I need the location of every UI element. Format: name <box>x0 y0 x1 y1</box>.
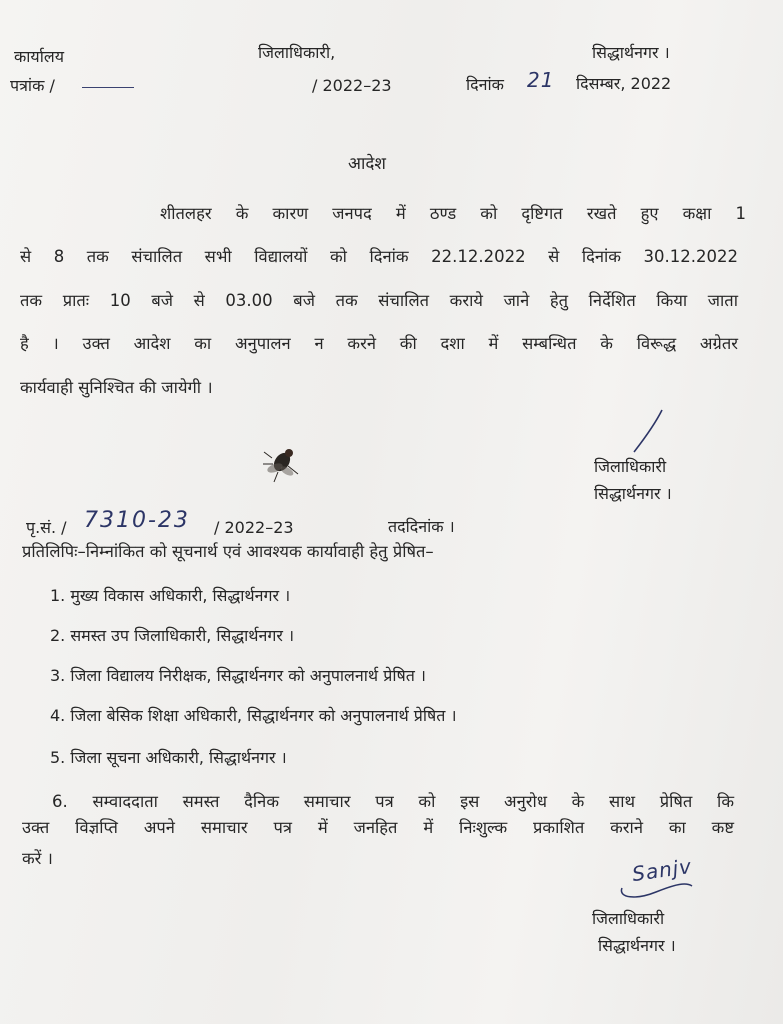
signature-2-district: सिद्धार्थनगर । <box>598 936 676 955</box>
list-item: 5. जिला सूचना अधिकारी, सिद्धार्थनगर । <box>50 748 287 767</box>
order-line-1: शीतलहर के कारण जनपद में ठण्ड को दृष्टिगत रखते हुए कक्षा 1 <box>160 204 746 223</box>
order-line-4: है । उक्त आदेश का अनुपालन न करने की दशा में सम्बन्धित के विरूद्ध अग्रेतर <box>20 334 738 353</box>
signature-stroke-1 <box>628 408 668 456</box>
list-item-6-line-3: करें । <box>22 849 53 868</box>
signature-2-designation: जिलाधिकारी <box>592 909 665 928</box>
list-item: 3. जिला विद्यालय निरीक्षक, सिद्धार्थनगर को अनुपालनार्थ प्रेषित । <box>50 666 426 685</box>
date-label: दिनांक <box>466 75 504 94</box>
copy-intro: प्रतिलिपिः–निम्नांकित को सूचनार्थ एवं आवश्यक कार्यावाही हेतु प्रेषित– <box>22 542 434 561</box>
signature-2-flourish <box>616 868 696 902</box>
order-line-5: कार्यवाही सुनिश्चित की जायेगी । <box>20 378 213 397</box>
header-district: सिद्धार्थनगर । <box>592 43 670 62</box>
order-line-2: से 8 तक संचालित सभी विद्यालयों को दिनांक 22.12.2022 से दिनांक 30.12.2022 <box>20 247 738 266</box>
letter-number-label: पत्रांक / <box>10 76 55 95</box>
fly-icon <box>258 440 304 486</box>
list-item: 2. समस्त उप जिलाधिकारी, सिद्धार्थनगर । <box>50 626 295 645</box>
signature-1-district: सिद्धार्थनगर । <box>594 484 672 503</box>
copy-ref-session: / 2022–23 <box>214 518 294 537</box>
list-item: 1. मुख्य विकास अधिकारी, सिद्धार्थनगर । <box>50 586 291 605</box>
date-month-year: दिसम्बर, 2022 <box>576 74 672 93</box>
office-name: जिलाधिकारी, <box>258 43 336 62</box>
letter-number-blank <box>82 87 134 88</box>
copy-ref-number-handwritten: 7310-23 <box>84 508 190 533</box>
order-line-3: तक प्रातः 10 बजे से 03.00 बजे तक संचालित कराये जाने हेतु निर्देशित किया जाता <box>20 291 738 310</box>
list-item: 4. जिला बेसिक शिक्षा अधिकारी, सिद्धार्थनगर को अनुपालनार्थ प्रेषित । <box>50 706 457 725</box>
signature-1-designation: जिलाधिकारी <box>594 457 667 476</box>
signature-2-handwritten: Sanjv <box>630 853 694 887</box>
copy-ref-label: पृ.सं. / <box>26 518 67 537</box>
copy-same-date: तददिनांक । <box>388 517 455 536</box>
list-item-6-line-2: उक्त विज्ञप्ति अपने समाचार पत्र में जनहित में निःशुल्क प्रकाशित कराने का कष्ट <box>22 818 734 837</box>
date-day-handwritten: 21 <box>527 68 555 92</box>
order-title: आदेश <box>348 154 386 174</box>
office-label: कार्यालय <box>14 47 64 66</box>
list-item-6-line-1: 6. सम्वाददाता समस्त दैनिक समाचार पत्र को इस अनुरोध के साथ प्रेषित कि <box>52 792 734 811</box>
letter-session: / 2022–23 <box>312 76 392 95</box>
